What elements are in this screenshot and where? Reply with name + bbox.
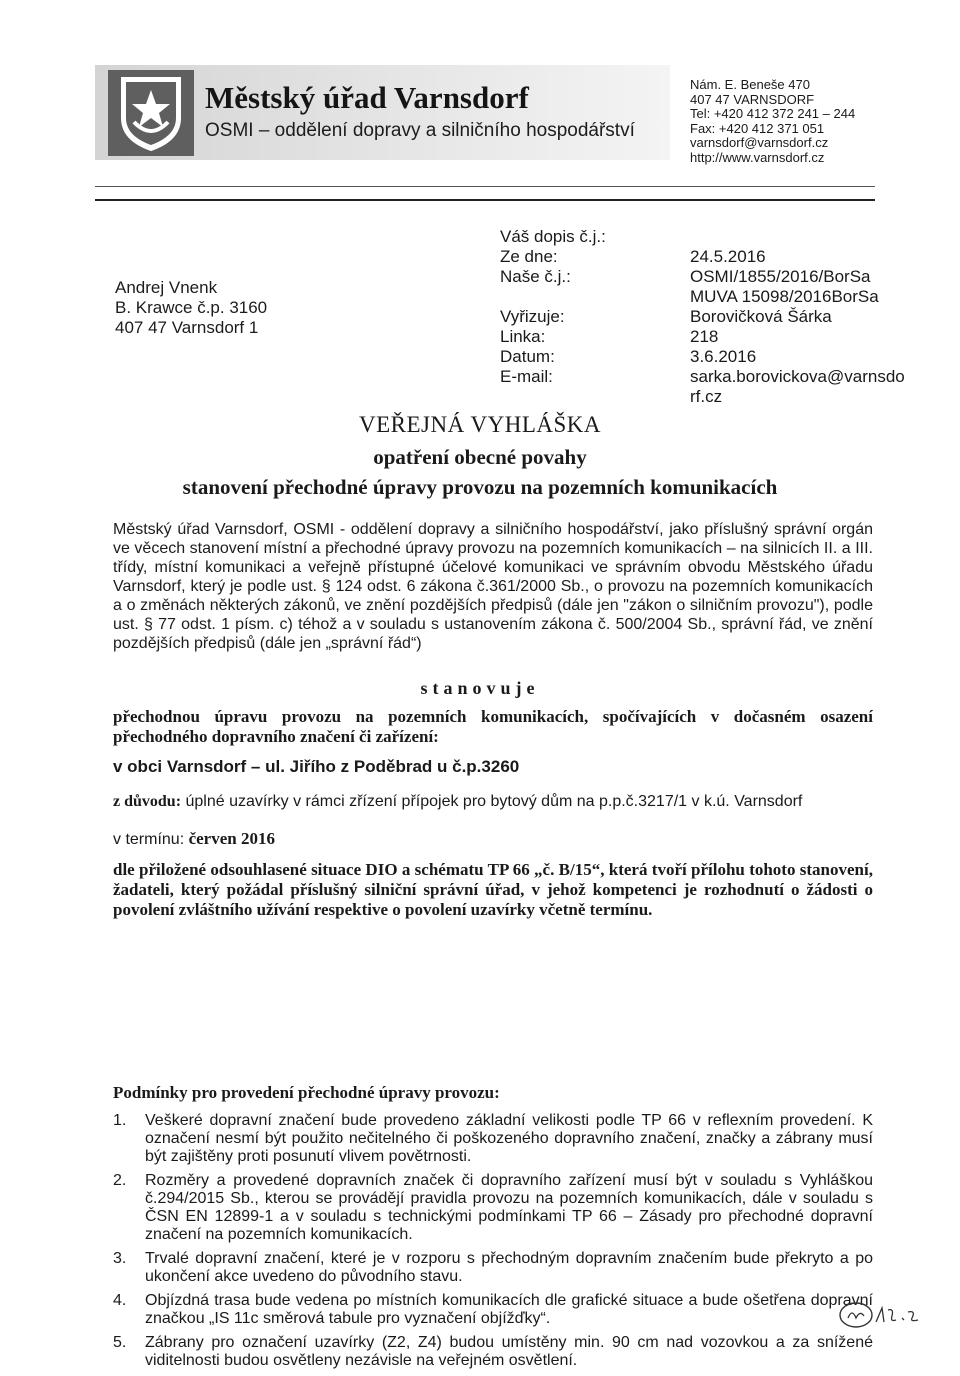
notice-subtitle: opatření obecné povahy — [373, 445, 587, 469]
ref-value — [690, 227, 905, 247]
condition-item — [113, 1172, 873, 1244]
condition-number: 4. — [113, 1292, 127, 1309]
ref-value: 3.6.2016 — [690, 347, 757, 366]
term-label: v termínu: — [113, 831, 185, 848]
ref-label: Linka: — [500, 327, 546, 346]
ref-label: Váš dopis č.j.: — [500, 227, 606, 246]
ref-label: E-mail: — [500, 367, 553, 386]
contact-city: 407 47 VARNSDORF — [690, 91, 815, 107]
ref-value: Borovičková Šárka — [690, 307, 832, 326]
condition-text: Objízdná trasa bude vedena po místních komunikacích dle grafické situace a bude ošetřena dopravní značkou „IS 11c směrová tabule pro vyznačení objížďky“. — [145, 1292, 873, 1327]
reason-line — [113, 793, 802, 811]
reason-text: úplné uzavírky v rámci zřízení přípojek pro bytový dům na p.p.č.3217/1 v k.ú. Varnsdorf — [185, 793, 803, 810]
reference-values — [690, 227, 905, 407]
handwritten-page-mark — [838, 1300, 928, 1330]
intro-paragraph: Městský úřad Varnsdorf, OSMI - oddělení dopravy a silničního hospodářství, jako příslušný správní orgán ve věcech stanovení místní a přechodné úpravy provozu na pozemních komunikacích – na silnicích II. a III. třídy, místní komunikaci a veřejně přístupné účelové komunikaci ve správním obvodu Městského úřadu Varnsdorf, který je podle ust. § 124 odst. 6 zákona č.361/2000 Sb., o provozu na pozemních komunikacích a o změnách některých zákonů, ve znění pozdějších předpisů (dále jen "zákon o silničním provozu"), podle ust. § 77 odst. 1 písm. c) téhož a v souladu s ustanovením zákona č. 500/2004 Sb., správní řád, ve znění pozdějších předpisů (dále jen „správní řád“) — [113, 521, 873, 652]
ref-value: MUVA 15098/2016BorSa — [690, 287, 879, 306]
recipient-city: 407 47 Varnsdorf 1 — [115, 318, 259, 337]
condition-number: 5. — [113, 1334, 127, 1351]
reference-labels — [500, 227, 606, 387]
term-line — [113, 829, 275, 849]
condition-item — [113, 1250, 873, 1286]
decision-text: přechodnou úpravu provozu na pozemních komunikacích, spočívajících v dočasném osazení přechodného dopravního značení či zařízení: — [113, 707, 873, 746]
recipient-name: Andrej Vnenk — [115, 278, 218, 297]
contact-web: http://www.varnsdorf.cz — [690, 149, 825, 165]
header-rule-thin — [95, 186, 875, 187]
notice-subject: stanovení přechodné úpravy provozu na pozemních komunikacích — [182, 475, 778, 499]
situation-text: dle přiložené odsouhlasené situace DIO a schématu TP 66 „č. B/15“, která tvoří přílohu tohoto stanovení, žadateli, který požádal příslušný silniční správní úřad, v jehož kompetenci je rozhodnutí o žádosti o povolení zvláštního užívání respektive o povolení uzavírky včetně termínu. — [113, 860, 873, 919]
condition-text: Trvalé dopravní značení, které je v rozporu s přechodným dopravním značením bude překryto a po ukončení akce uvedeno do původního stavu. — [145, 1250, 873, 1285]
office-department: OSMI – oddělení dopravy a silničního hospodářství — [205, 120, 635, 141]
header-rule-thick — [95, 199, 875, 201]
contact-fax: Fax: +420 412 371 051 — [690, 120, 825, 136]
condition-item — [113, 1112, 873, 1166]
condition-number: 3. — [113, 1250, 127, 1267]
contact-phone: Tel: +420 412 372 241 – 244 — [690, 106, 856, 121]
ref-label: Ze dne: — [500, 247, 558, 266]
ref-value: OSMI/1855/2016/BorSa — [690, 267, 871, 286]
recipient-street: B. Krawce č.p. 3160 — [115, 298, 268, 317]
condition-item — [113, 1292, 873, 1328]
condition-number: 1. — [113, 1112, 127, 1129]
ref-value: 24.5.2016 — [690, 247, 766, 266]
office-title: Městský úřad Varnsdorf — [205, 80, 529, 115]
reason-label: z důvodu: — [113, 793, 182, 810]
location-line: v obci Varnsdorf – ul. Jiřího z Poděbrad u č.p.3260 — [113, 757, 520, 776]
conditions-title: Podmínky pro provedení přechodné úpravy provozu: — [113, 1083, 500, 1102]
office-contact — [690, 78, 855, 165]
ref-label — [500, 287, 606, 307]
ref-label: Datum: — [500, 347, 555, 366]
stanovuje-heading: stanovuje — [420, 678, 540, 698]
ref-label: Vyřizuje: — [500, 307, 565, 326]
recipient-address — [115, 278, 267, 338]
notice-title: VEŘEJNÁ VYHLÁŠKA — [358, 412, 602, 437]
condition-item — [113, 1334, 873, 1370]
ref-value: rf.cz — [690, 387, 723, 406]
condition-number: 2. — [113, 1172, 127, 1189]
ref-label: Naše č.j.: — [500, 267, 571, 286]
condition-text: Rozměry a provedené dopravních značek či dopravního zařízení musí být v souladu s Vyhláškou č.294/2015 Sb., kterou se provádějí pravidla provozu na pozemních komunikacích, dále v souladu s ČSN EN 12899-1 a v souladu s technickými podmínkami TP 66 – Zásady pro přechodné dopravní značení na pozemních komunikacích. — [145, 1172, 873, 1243]
city-crest-logo — [108, 70, 194, 156]
condition-text: Veškeré dopravní značení bude provedeno základní velikosti podle TP 66 v reflexním provedení. K označení nesmí být použito nečitelného či poškozeného dopravního značení, značky a zábrany musí být zajištěny proti posunutí vlivem povětrnosti. — [145, 1112, 873, 1165]
ref-value: 218 — [690, 327, 719, 346]
term-value: červen 2016 — [188, 829, 275, 848]
ref-value: sarka.borovickova@varnsdo — [690, 367, 905, 386]
condition-text: Zábrany pro označení uzavírky (Z2, Z4) budou umístěny min. 90 cm nad vozovkou a za snížené viditelnosti budou osvětleny nezávisle na veřejném osvětlení. — [145, 1334, 873, 1369]
contact-email: varnsdorf@varnsdorf.cz — [690, 135, 829, 150]
contact-address: Nám. E. Beneše 470 — [690, 77, 810, 92]
conditions-list — [113, 1112, 873, 1376]
